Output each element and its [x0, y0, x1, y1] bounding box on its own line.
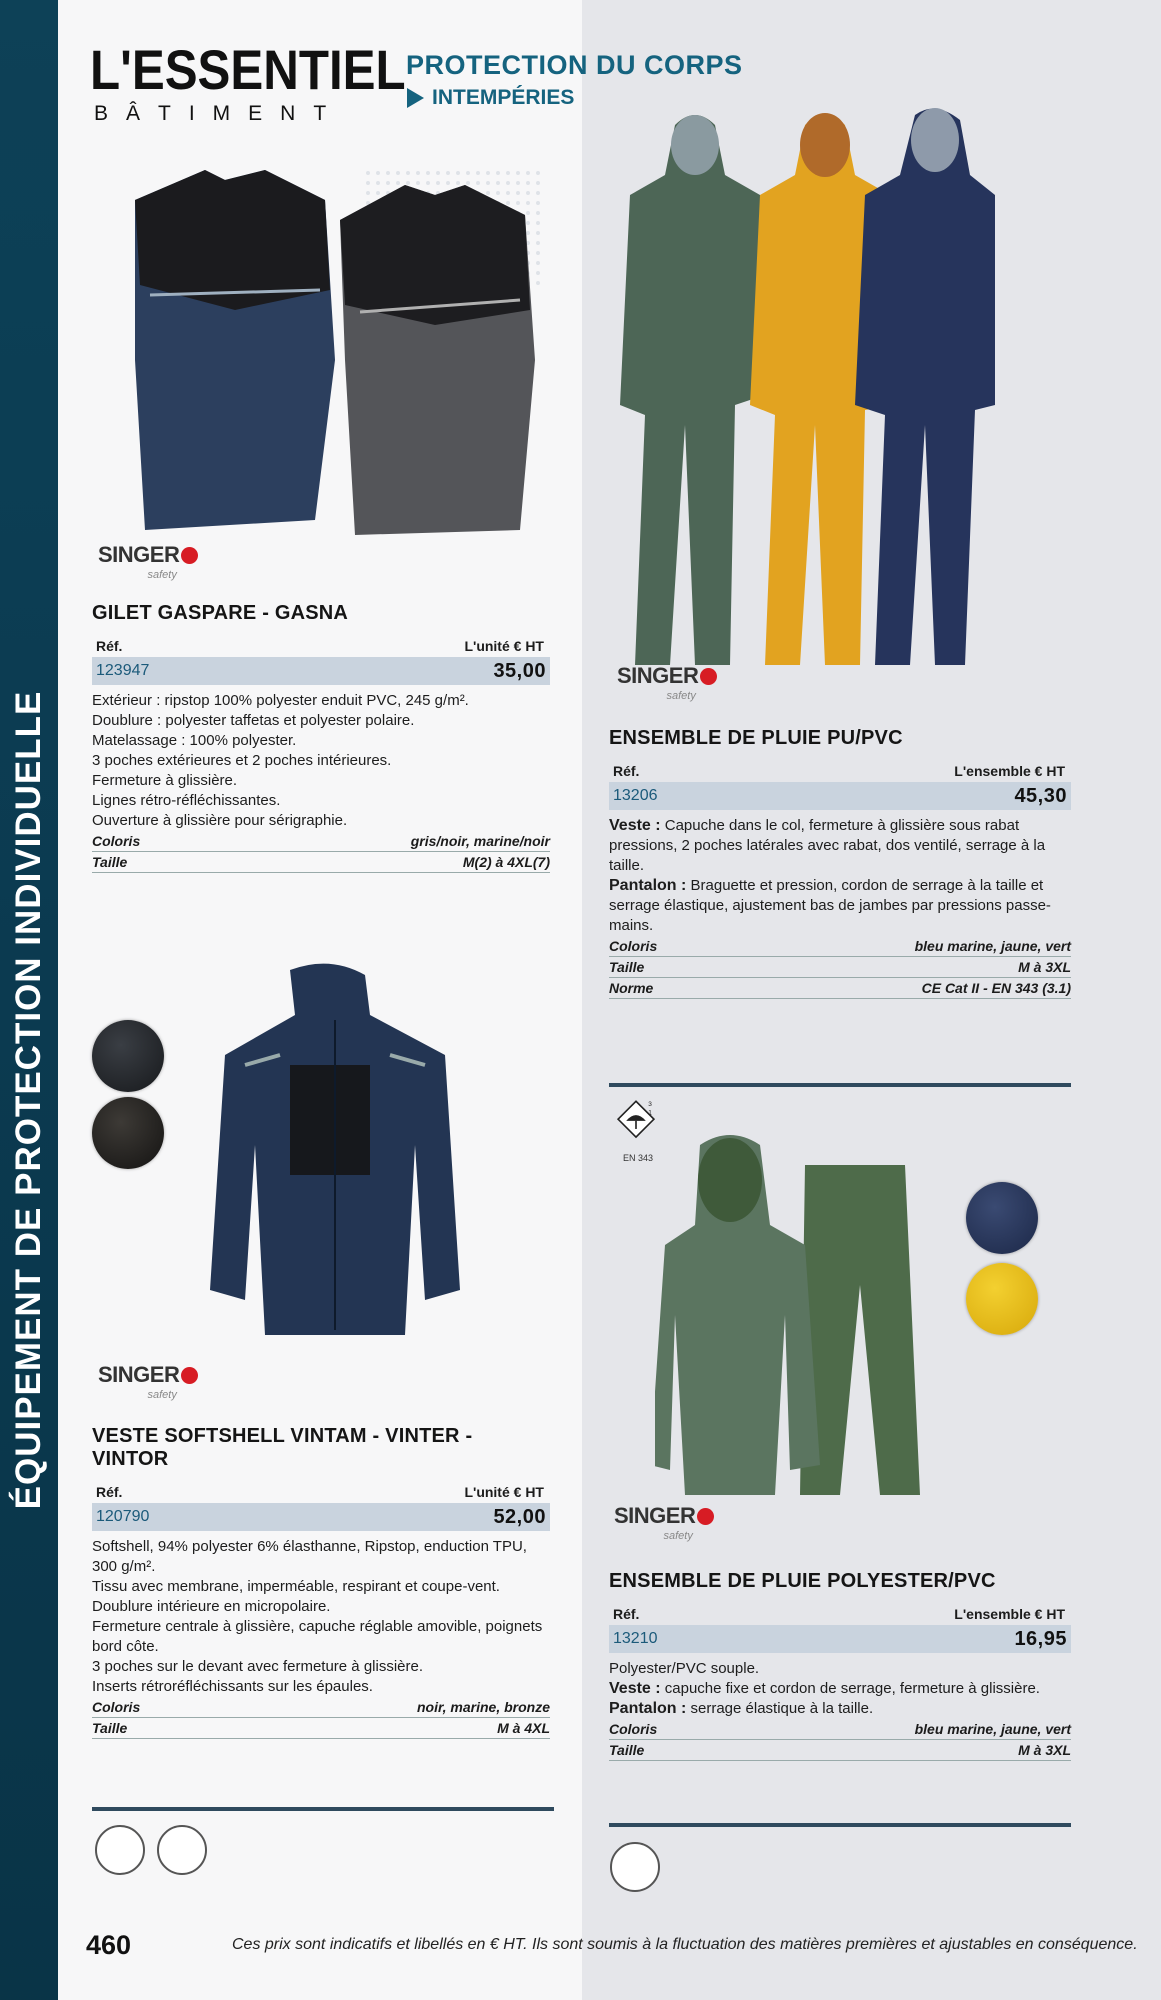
attr-key: Coloris — [92, 833, 141, 849]
attr-value: CE Cat II - EN 343 (3.1) — [921, 980, 1071, 996]
attr-row — [609, 936, 1071, 957]
singer-logo-3 — [617, 663, 717, 706]
singer-logo-2 — [98, 1362, 198, 1405]
green-rain-suit-photo — [655, 1135, 935, 1505]
divider — [92, 1807, 554, 1811]
desc-line: 3 poches extérieures et 2 poches intérieures. — [92, 752, 392, 769]
attr-row — [609, 957, 1071, 978]
singer-mark-icon — [697, 1508, 714, 1525]
ref-label: Réf. — [613, 763, 640, 779]
logo-tag: safety — [663, 1530, 693, 1542]
section-title: PROTECTION DU CORPS — [406, 50, 743, 80]
price-value: 35,00 — [493, 659, 546, 682]
desc-line — [609, 1699, 1071, 1719]
desc-bold: Veste : — [609, 817, 661, 834]
brand-subtitle: BÂTIMENT — [94, 102, 345, 125]
desc-text: Capuche dans le col, fermeture à glissière sous rabat pressions, 2 poches latérales avec rabat, dos ventilé, serrage à la taille. — [609, 817, 1046, 874]
swatch-bronze — [92, 1097, 164, 1169]
attr-row — [92, 1718, 550, 1739]
price-value: 16,95 — [1014, 1627, 1067, 1650]
attr-row — [92, 831, 550, 852]
ref-row — [92, 1503, 550, 1531]
attr-key: Taille — [609, 959, 645, 975]
attr-row — [609, 1719, 1071, 1740]
price-value: 52,00 — [493, 1505, 546, 1528]
desc-line — [609, 876, 1071, 936]
desc-line: Inserts rétroréfléchissants sur les épaules. — [92, 1678, 373, 1695]
logo-name: SINGER — [98, 542, 180, 567]
product-description — [92, 1537, 550, 1697]
desc-line: Matelassage : 100% polyester. — [92, 732, 297, 749]
desc-line — [609, 816, 1071, 876]
ref-header — [92, 635, 550, 657]
attr-value: noir, marine, bronze — [416, 1699, 550, 1715]
desc-line: Doublure intérieure en micropolaire. — [92, 1598, 331, 1615]
desc-line: Lignes rétro-réfléchissantes. — [92, 792, 281, 809]
swatch-navy — [966, 1182, 1038, 1254]
side-band-label: ÉQUIPEMENT DE PROTECTION INDIVIDUELLE — [9, 690, 48, 1510]
desc-line: Ouverture à glissière pour sérigraphie. — [92, 812, 348, 829]
ref-row — [92, 657, 550, 685]
attr-value: M à 3XL — [1018, 1742, 1071, 1758]
desc-line: Polyester/PVC souple. — [609, 1660, 760, 1677]
attr-row — [609, 978, 1071, 999]
attr-row — [92, 1697, 550, 1718]
desc-line: Tissu avec membrane, imperméable, respirant et coupe-vent. — [92, 1578, 500, 1595]
attr-row — [92, 852, 550, 873]
logo-name: SINGER — [98, 1362, 180, 1387]
product-ensemble-polyester-pvc — [609, 1570, 1071, 1761]
product-title: ENSEMBLE DE PLUIE PU/PVC — [609, 727, 903, 749]
desc-text: capuche fixe et cordon de serrage, fermeture à glissière. — [660, 1680, 1040, 1697]
desc-line: Softshell, 94% polyester 6% élasthanne, Ripstop, enduction TPU, 300 g/m². — [92, 1538, 527, 1575]
waterproof-icon — [610, 1842, 660, 1892]
ref-label: Réf. — [613, 1606, 640, 1622]
page-number: 460 — [86, 1930, 132, 1960]
product-gilet-gaspare — [92, 602, 550, 873]
windproof-icon — [95, 1825, 145, 1875]
section-subtitle — [407, 86, 574, 110]
logo-tag: safety — [666, 690, 696, 702]
en-digit-2: 1 — [648, 1109, 652, 1117]
product-description — [609, 1659, 1071, 1719]
attr-key: Coloris — [609, 1721, 658, 1737]
vest-photo — [115, 160, 545, 540]
product-title: ENSEMBLE DE PLUIE POLYESTER/PVC — [609, 1570, 996, 1592]
en-digit-1: 3 — [648, 1101, 652, 1109]
section-subtitle-label: INTEMPÉRIES — [432, 86, 575, 109]
swatch-yellow — [966, 1263, 1038, 1335]
product-description — [92, 691, 550, 831]
singer-mark-icon — [181, 547, 198, 564]
desc-line: Fermeture à glissière. — [92, 772, 238, 789]
logo-tag: safety — [147, 569, 177, 581]
singer-logo-4 — [614, 1503, 714, 1546]
breathable-icon — [157, 1825, 207, 1875]
singer-logo-1 — [98, 542, 198, 585]
product-title: VESTE SOFTSHELL VINTAM - VINTER - VINTOR — [92, 1425, 473, 1470]
divider — [609, 1823, 1071, 1827]
logo-tag: safety — [147, 1389, 177, 1401]
ref-header — [609, 1603, 1071, 1625]
attr-key: Taille — [92, 1720, 128, 1736]
divider — [609, 1083, 1071, 1087]
desc-line — [609, 1679, 1071, 1699]
attr-row — [609, 1740, 1071, 1761]
singer-mark-icon — [700, 668, 717, 685]
attr-key: Coloris — [92, 1699, 141, 1715]
brand-logo — [90, 38, 406, 126]
ref-row — [609, 1625, 1071, 1653]
attr-value: gris/noir, marine/noir — [410, 833, 550, 849]
swatch-black — [92, 1020, 164, 1092]
attr-key: Coloris — [609, 938, 658, 954]
ref-value: 123947 — [96, 662, 150, 679]
product-veste-softshell — [92, 1425, 550, 1739]
ref-header — [92, 1481, 550, 1503]
attr-key: Taille — [92, 854, 128, 870]
ref-header — [609, 760, 1071, 782]
price-label: L'ensemble € HT — [954, 763, 1065, 779]
product-ensemble-pu-pvc — [609, 727, 1071, 999]
desc-line: Doublure : polyester taffetas et polyester polaire. — [92, 712, 415, 729]
ref-value: 13206 — [613, 787, 658, 804]
attr-value: M(2) à 4XL(7) — [462, 854, 550, 870]
price-label: L'ensemble € HT — [954, 1606, 1065, 1622]
softshell-photo — [205, 960, 465, 1360]
product-description — [609, 816, 1071, 936]
desc-text: Braguette et pression, cordon de serrage à la taille et serrage élastique, ajustement bas de jambes par pressions passe-mains. — [609, 877, 1051, 934]
attr-value: M à 3XL — [1018, 959, 1071, 975]
side-band — [0, 0, 58, 2000]
desc-bold: Pantalon : — [609, 877, 687, 894]
attr-key: Taille — [609, 1742, 645, 1758]
desc-bold: Pantalon : — [609, 1700, 687, 1717]
play-arrow-icon — [407, 88, 424, 108]
ref-value: 120790 — [96, 1508, 150, 1525]
umbrella-en343-icon — [614, 1098, 658, 1142]
attr-value: M à 4XL — [497, 1720, 550, 1736]
attr-value: bleu marine, jaune, vert — [914, 938, 1071, 954]
desc-text: serrage élastique à la taille. — [686, 1700, 874, 1717]
desc-line: Fermeture centrale à glissière, capuche réglable amovible, poignets bord côte. — [92, 1618, 543, 1655]
logo-name: SINGER — [617, 663, 699, 688]
logo-name: SINGER — [614, 1503, 696, 1528]
ref-row — [609, 782, 1071, 810]
price-label: L'unité € HT — [464, 1484, 544, 1500]
ref-value: 13210 — [613, 1630, 658, 1647]
brand-name: L'ESSENTIEL — [90, 38, 406, 101]
singer-mark-icon — [181, 1367, 198, 1384]
price-label: L'unité € HT — [464, 638, 544, 654]
attr-value: bleu marine, jaune, vert — [914, 1721, 1071, 1737]
desc-bold: Veste : — [609, 1680, 661, 1697]
price-value: 45,30 — [1014, 784, 1067, 807]
attr-key: Norme — [609, 980, 654, 996]
product-title: GILET GASPARE - GASNA — [92, 602, 349, 624]
ref-label: Réf. — [96, 638, 123, 654]
desc-line: 3 poches sur le devant avec fermeture à glissière. — [92, 1658, 424, 1675]
desc-line: Extérieur : ripstop 100% polyester enduit PVC, 245 g/m². — [92, 692, 469, 709]
ref-label: Réf. — [96, 1484, 123, 1500]
rain-suits-photo — [615, 105, 995, 665]
footer-note: Ces prix sont indicatifs et libellés en € HT. Ils sont soumis à la fluctuation des matières premières et ajustables en conséquence. — [232, 1936, 1138, 1953]
en343-caption: EN 343 — [623, 1153, 654, 1163]
